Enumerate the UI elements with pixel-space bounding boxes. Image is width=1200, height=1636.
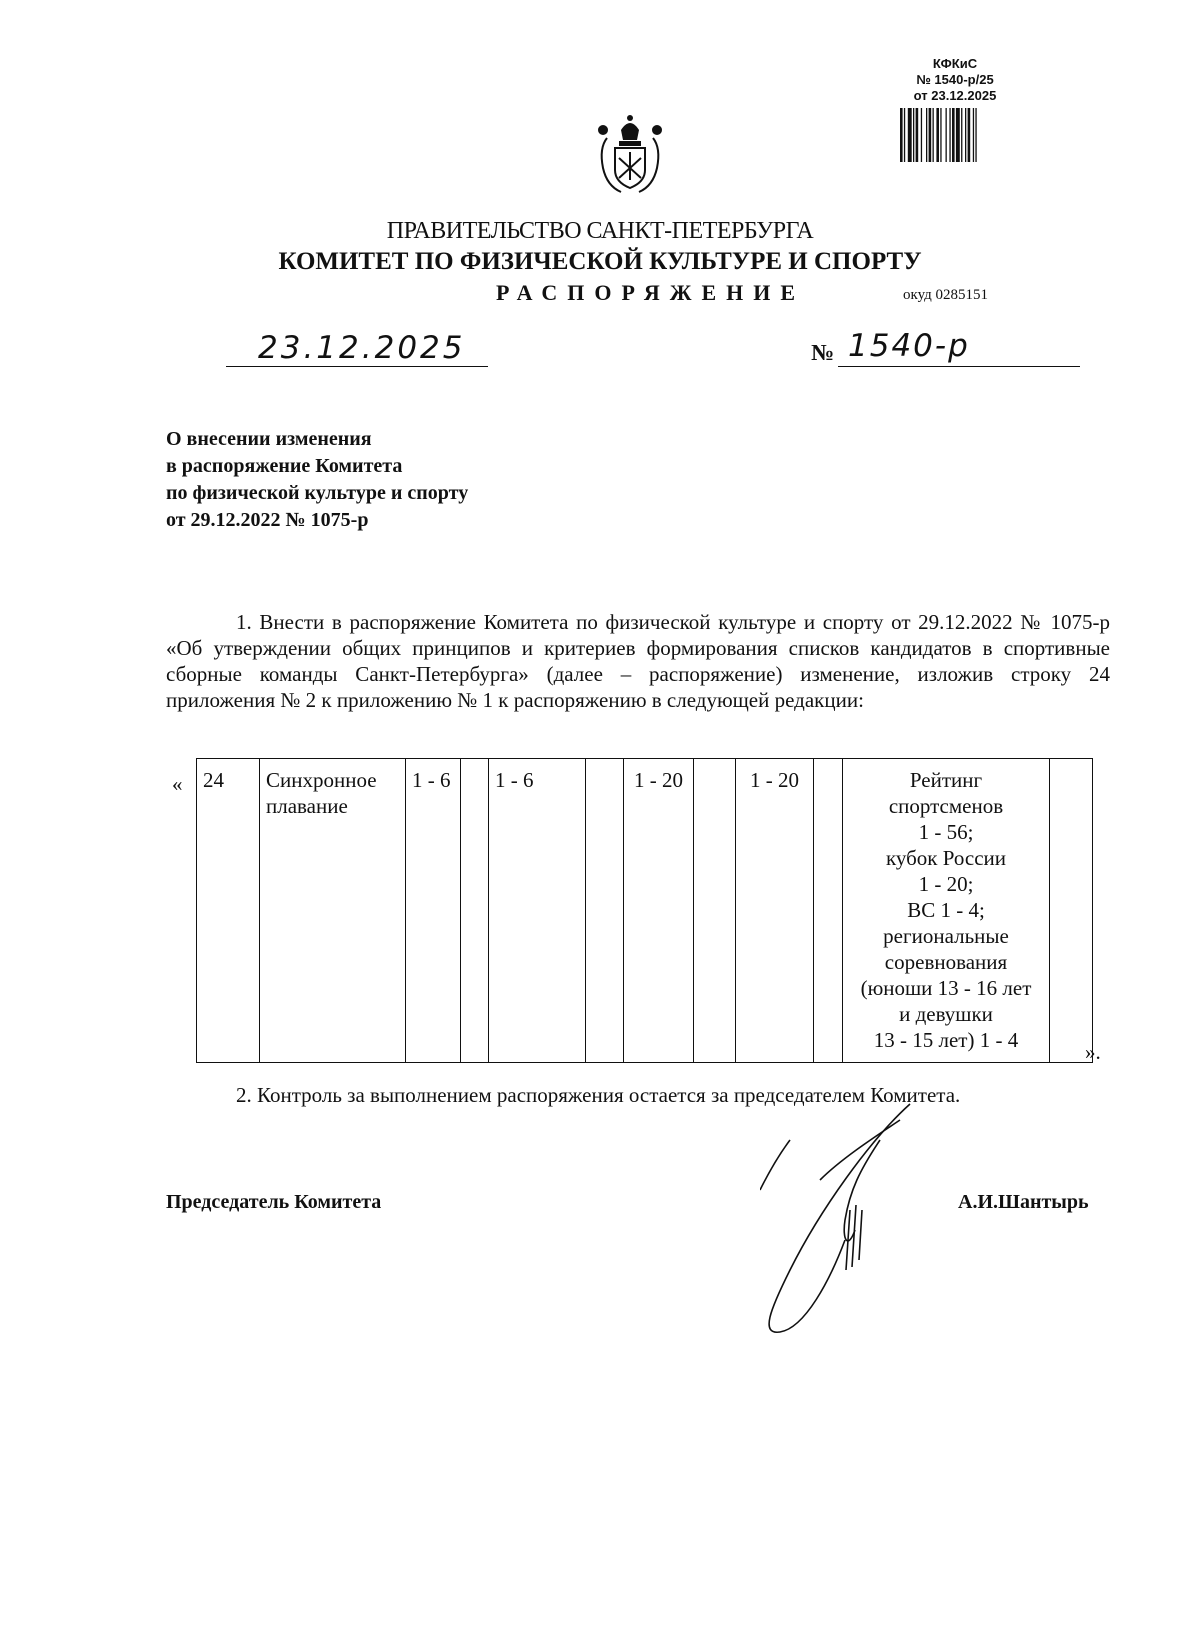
paragraph-1: 1. Внести в распоряжение Комитета по физической культуре и спорту от 29.12.2022 № 1075-р «Об утверждении общих принципов и критериев формирования списков кандидатов в спортивные сборные команды Санкт-Петербурга» (далее – распоряжение) изменение, изложив строку 24 приложения № 2 к приложению № 1 к распоряжению в следующей редакции:	[166, 610, 1110, 712]
criteria-line: соревнования	[884, 950, 1008, 974]
registration-stamp	[880, 56, 1030, 104]
handwritten-number: 1540-р	[848, 328, 970, 364]
barcode-bar	[926, 108, 927, 162]
barcode-bar	[921, 108, 922, 162]
handwritten-date: 23.12.2025	[258, 330, 466, 366]
barcode-bar	[908, 108, 912, 162]
signer-name: А.И.Шантырь	[958, 1191, 1089, 1213]
cell-empty	[1050, 759, 1093, 1063]
barcode-bar	[973, 108, 974, 162]
barcode-bar	[933, 108, 934, 162]
criteria-line: (юноши 13 - 16 лет	[860, 976, 1032, 1000]
criteria-line: региональные	[883, 924, 1009, 948]
barcode-bar	[940, 108, 941, 162]
subject-line: О внесении изменения	[166, 428, 372, 450]
stamp-reg-number: № 1540-р/25	[916, 72, 994, 87]
coat-of-arms-emblem	[585, 108, 675, 198]
subject-line: по физической культуре и спорту	[166, 482, 469, 504]
cell-value: 1 - 20	[624, 759, 694, 1063]
barcode-bar	[975, 108, 976, 162]
quote-open: «	[172, 772, 183, 796]
barcode	[900, 108, 1035, 162]
handwritten-signature	[760, 1100, 950, 1340]
subject-line: в распоряжение Комитета	[166, 455, 403, 477]
signer-title: Председатель Комитета	[166, 1191, 382, 1213]
cell-empty	[461, 759, 489, 1063]
criteria-line: ВС 1 - 4;	[907, 898, 985, 922]
barcode-bar	[956, 108, 960, 162]
subject-line: от 29.12.2022 № 1075-р	[166, 509, 369, 531]
cell-sport: Синхронное плавание	[260, 759, 406, 1063]
barcode-bar	[946, 108, 947, 162]
criteria-line: 13 - 15 лет) 1 - 4	[873, 1028, 1019, 1052]
cell-value: 1 - 20	[736, 759, 814, 1063]
criteria-line: Рейтинг	[909, 768, 983, 792]
barcode-bar	[952, 108, 955, 162]
barcode-bar	[900, 108, 903, 162]
barcode-bar	[916, 108, 919, 162]
stamp-org: КФКиС	[932, 56, 978, 71]
criteria-line: спортсменов	[888, 794, 1004, 818]
cell-value: 1 - 6	[489, 759, 586, 1063]
barcode-bar	[961, 108, 962, 162]
criteria-line: 1 - 20;	[918, 872, 974, 896]
barcode-bar	[949, 108, 950, 162]
barcode-bar	[913, 108, 914, 162]
criteria-line: и девушки	[899, 1002, 993, 1026]
barcode-bar	[965, 108, 966, 162]
cell-empty	[694, 759, 736, 1063]
cell-empty	[814, 759, 843, 1063]
paragraph-2: 2. Контроль за выполнением распоряжения остается за председателем Комитета.	[236, 1083, 961, 1107]
table-row	[197, 759, 1093, 1063]
cell-empty	[586, 759, 624, 1063]
quote-close: ».	[1085, 1040, 1101, 1064]
criteria-line: 1 - 56;	[918, 820, 974, 844]
document-type: РАСПОРЯЖЕНИЕ	[496, 280, 806, 305]
cell-value: 1 - 6	[406, 759, 461, 1063]
document-subject	[166, 426, 586, 534]
barcode-bar	[968, 108, 971, 162]
okud-code: окуд 0285151	[903, 287, 989, 303]
number-sign: №	[811, 340, 835, 365]
government-title: ПРАВИТЕЛЬСТВО САНКТ-ПЕТЕРБУРГА	[386, 218, 814, 244]
cell-criteria	[843, 759, 1050, 1063]
date-underline	[226, 366, 488, 367]
number-underline	[838, 366, 1080, 367]
barcode-bar	[904, 108, 905, 162]
barcode-bar	[929, 108, 932, 162]
cell-row-number: 24	[197, 759, 260, 1063]
stamp-reg-date: от 23.12.2025	[913, 88, 997, 103]
committee-title: КОМИТЕТ ПО ФИЗИЧЕСКОЙ КУЛЬТУРЕ И СПОРТУ	[278, 248, 922, 275]
criteria-line: кубок России	[885, 846, 1007, 870]
amendment-table	[196, 758, 1093, 1063]
barcode-bar	[936, 108, 939, 162]
